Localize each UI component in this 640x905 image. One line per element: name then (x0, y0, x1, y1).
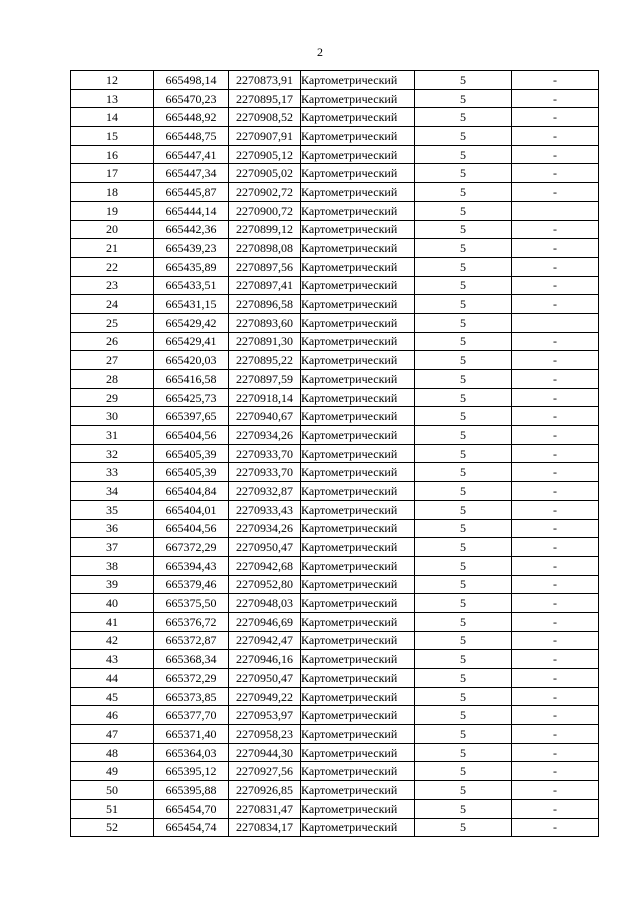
coord-y-cell: 2270902,72 (229, 183, 301, 202)
description-cell: - (512, 687, 599, 706)
table-row (71, 743, 599, 762)
description-cell: - (512, 799, 599, 818)
point-number-cell: 50 (71, 781, 154, 800)
coord-x-cell: 665433,51 (154, 276, 229, 295)
point-number-cell: 15 (71, 127, 154, 146)
table-row (71, 612, 599, 631)
coord-x-cell: 665442,36 (154, 220, 229, 239)
coord-y-cell: 2270950,47 (229, 669, 301, 688)
method-cell: Картометрический (301, 407, 415, 426)
table-row (71, 407, 599, 426)
accuracy-cell: 5 (415, 183, 512, 202)
coord-y-cell: 2270891,30 (229, 332, 301, 351)
coord-x-cell: 665373,85 (154, 687, 229, 706)
coord-y-cell: 2270940,67 (229, 407, 301, 426)
accuracy-cell: 5 (415, 257, 512, 276)
description-cell: - (512, 239, 599, 258)
coord-x-cell: 665454,70 (154, 799, 229, 818)
coord-y-cell: 2270944,30 (229, 743, 301, 762)
coord-x-cell: 665416,58 (154, 370, 229, 389)
point-number-cell: 32 (71, 444, 154, 463)
table-row (71, 89, 599, 108)
point-number-cell: 17 (71, 164, 154, 183)
accuracy-cell: 5 (415, 108, 512, 127)
method-cell: Картометрический (301, 313, 415, 332)
table-row (71, 145, 599, 164)
description-cell: - (512, 444, 599, 463)
coord-y-cell: 2270942,47 (229, 631, 301, 650)
coord-x-cell: 665394,43 (154, 556, 229, 575)
coord-y-cell: 2270897,56 (229, 257, 301, 276)
coord-x-cell: 665404,84 (154, 482, 229, 501)
method-cell: Картометрический (301, 332, 415, 351)
method-cell: Картометрический (301, 706, 415, 725)
accuracy-cell: 5 (415, 444, 512, 463)
coord-x-cell: 665498,14 (154, 71, 229, 90)
coord-y-cell: 2270934,26 (229, 426, 301, 445)
method-cell: Картометрический (301, 164, 415, 183)
point-number-cell: 47 (71, 725, 154, 744)
table-row (71, 257, 599, 276)
description-cell: - (512, 575, 599, 594)
table-row (71, 669, 599, 688)
method-cell: Картометрический (301, 762, 415, 781)
point-number-cell: 43 (71, 650, 154, 669)
accuracy-cell: 5 (415, 295, 512, 314)
method-cell: Картометрический (301, 725, 415, 744)
point-number-cell: 38 (71, 556, 154, 575)
table-row (71, 426, 599, 445)
accuracy-cell: 5 (415, 89, 512, 108)
description-cell: - (512, 594, 599, 613)
description-cell: - (512, 183, 599, 202)
coord-y-cell: 2270949,22 (229, 687, 301, 706)
method-cell: Картометрический (301, 669, 415, 688)
coord-y-cell: 2270895,17 (229, 89, 301, 108)
accuracy-cell: 5 (415, 669, 512, 688)
point-number-cell: 16 (71, 145, 154, 164)
point-number-cell: 52 (71, 818, 154, 837)
coord-y-cell: 2270958,23 (229, 725, 301, 744)
accuracy-cell: 5 (415, 725, 512, 744)
method-cell: Картометрический (301, 145, 415, 164)
method-cell: Картометрический (301, 257, 415, 276)
table-row (71, 575, 599, 594)
accuracy-cell: 5 (415, 612, 512, 631)
page-number: 2 (317, 45, 323, 59)
table-row (71, 463, 599, 482)
method-cell: Картометрический (301, 89, 415, 108)
accuracy-cell: 5 (415, 351, 512, 370)
description-cell: - (512, 650, 599, 669)
accuracy-cell: 5 (415, 500, 512, 519)
coord-x-cell: 665447,34 (154, 164, 229, 183)
coord-x-cell: 665405,39 (154, 463, 229, 482)
method-cell: Картометрический (301, 482, 415, 501)
coord-y-cell: 2270905,02 (229, 164, 301, 183)
point-number-cell: 35 (71, 500, 154, 519)
table-row (71, 799, 599, 818)
table-row (71, 164, 599, 183)
description-cell: - (512, 257, 599, 276)
table-row (71, 781, 599, 800)
method-cell: Картометрический (301, 127, 415, 146)
point-number-cell: 23 (71, 276, 154, 295)
method-cell: Картометрический (301, 631, 415, 650)
method-cell: Картометрический (301, 183, 415, 202)
description-cell (512, 313, 599, 332)
table-row (71, 276, 599, 295)
coord-x-cell: 665448,75 (154, 127, 229, 146)
table-row (71, 594, 599, 613)
coordinates-table (70, 70, 599, 837)
coord-y-cell: 2270950,47 (229, 538, 301, 557)
description-cell: - (512, 164, 599, 183)
accuracy-cell: 5 (415, 145, 512, 164)
accuracy-cell: 5 (415, 706, 512, 725)
accuracy-cell: 5 (415, 388, 512, 407)
table-row (71, 519, 599, 538)
description-cell: - (512, 762, 599, 781)
method-cell: Картометрический (301, 108, 415, 127)
accuracy-cell: 5 (415, 407, 512, 426)
coord-y-cell: 2270946,16 (229, 650, 301, 669)
accuracy-cell: 5 (415, 332, 512, 351)
coord-x-cell: 665368,34 (154, 650, 229, 669)
coord-y-cell: 2270899,12 (229, 220, 301, 239)
point-number-cell: 40 (71, 594, 154, 613)
coord-x-cell: 665372,29 (154, 669, 229, 688)
point-number-cell: 25 (71, 313, 154, 332)
description-cell: - (512, 725, 599, 744)
method-cell: Картометрический (301, 220, 415, 239)
method-cell: Картометрический (301, 276, 415, 295)
coord-y-cell: 2270933,70 (229, 444, 301, 463)
description-cell: - (512, 781, 599, 800)
table-row (71, 332, 599, 351)
point-number-cell: 12 (71, 71, 154, 90)
method-cell: Картометрический (301, 201, 415, 220)
description-cell: - (512, 463, 599, 482)
coord-x-cell: 665429,42 (154, 313, 229, 332)
table-row (71, 650, 599, 669)
coord-y-cell: 2270926,85 (229, 781, 301, 800)
coord-x-cell: 665429,41 (154, 332, 229, 351)
description-cell: - (512, 818, 599, 837)
description-cell: - (512, 388, 599, 407)
coord-x-cell: 665470,23 (154, 89, 229, 108)
accuracy-cell: 5 (415, 818, 512, 837)
description-cell: - (512, 538, 599, 557)
coord-x-cell: 665444,14 (154, 201, 229, 220)
coord-x-cell: 667372,29 (154, 538, 229, 557)
method-cell: Картометрический (301, 351, 415, 370)
accuracy-cell: 5 (415, 762, 512, 781)
table-row (71, 201, 599, 220)
point-number-cell: 37 (71, 538, 154, 557)
description-cell: - (512, 370, 599, 389)
accuracy-cell: 5 (415, 631, 512, 650)
accuracy-cell: 5 (415, 556, 512, 575)
table-row (71, 183, 599, 202)
point-number-cell: 33 (71, 463, 154, 482)
accuracy-cell: 5 (415, 276, 512, 295)
coord-x-cell: 665447,41 (154, 145, 229, 164)
coord-x-cell: 665379,46 (154, 575, 229, 594)
point-number-cell: 34 (71, 482, 154, 501)
description-cell: - (512, 220, 599, 239)
point-number-cell: 28 (71, 370, 154, 389)
accuracy-cell: 5 (415, 519, 512, 538)
point-number-cell: 31 (71, 426, 154, 445)
accuracy-cell: 5 (415, 482, 512, 501)
method-cell: Картометрический (301, 687, 415, 706)
method-cell: Картометрический (301, 799, 415, 818)
coord-y-cell: 2270948,03 (229, 594, 301, 613)
accuracy-cell: 5 (415, 71, 512, 90)
point-number-cell: 49 (71, 762, 154, 781)
coord-x-cell: 665439,23 (154, 239, 229, 258)
accuracy-cell: 5 (415, 743, 512, 762)
coord-x-cell: 665395,12 (154, 762, 229, 781)
coord-x-cell: 665404,56 (154, 519, 229, 538)
coord-x-cell: 665448,92 (154, 108, 229, 127)
method-cell: Картометрический (301, 556, 415, 575)
accuracy-cell: 5 (415, 799, 512, 818)
coord-y-cell: 2270933,70 (229, 463, 301, 482)
method-cell: Картометрический (301, 463, 415, 482)
coord-y-cell: 2270952,80 (229, 575, 301, 594)
table-row (71, 444, 599, 463)
table-row (71, 538, 599, 557)
accuracy-cell: 5 (415, 781, 512, 800)
coord-y-cell: 2270927,56 (229, 762, 301, 781)
coord-y-cell: 2270896,58 (229, 295, 301, 314)
method-cell: Картометрический (301, 743, 415, 762)
accuracy-cell: 5 (415, 201, 512, 220)
method-cell: Картометрический (301, 781, 415, 800)
description-cell: - (512, 276, 599, 295)
point-number-cell: 27 (71, 351, 154, 370)
method-cell: Картометрический (301, 370, 415, 389)
coord-x-cell: 665454,74 (154, 818, 229, 837)
coord-y-cell: 2270932,87 (229, 482, 301, 501)
coord-x-cell: 665404,56 (154, 426, 229, 445)
table-row (71, 556, 599, 575)
coord-x-cell: 665445,87 (154, 183, 229, 202)
table-row (71, 220, 599, 239)
table-row (71, 108, 599, 127)
coord-y-cell: 2270908,52 (229, 108, 301, 127)
point-number-cell: 44 (71, 669, 154, 688)
accuracy-cell: 5 (415, 313, 512, 332)
point-number-cell: 45 (71, 687, 154, 706)
coord-y-cell: 2270897,41 (229, 276, 301, 295)
method-cell: Картометрический (301, 575, 415, 594)
coord-y-cell: 2270946,69 (229, 612, 301, 631)
point-number-cell: 29 (71, 388, 154, 407)
table-row (71, 370, 599, 389)
description-cell: - (512, 426, 599, 445)
description-cell: - (512, 556, 599, 575)
coord-y-cell: 2270873,91 (229, 71, 301, 90)
table-row (71, 482, 599, 501)
coord-y-cell: 2270834,17 (229, 818, 301, 837)
table-row (71, 725, 599, 744)
coord-x-cell: 665420,03 (154, 351, 229, 370)
method-cell: Картометрический (301, 519, 415, 538)
coord-y-cell: 2270900,72 (229, 201, 301, 220)
table-row (71, 351, 599, 370)
coord-x-cell: 665377,70 (154, 706, 229, 725)
coord-x-cell: 665395,88 (154, 781, 229, 800)
coord-y-cell: 2270893,60 (229, 313, 301, 332)
table-row (71, 500, 599, 519)
description-cell: - (512, 743, 599, 762)
accuracy-cell: 5 (415, 220, 512, 239)
method-cell: Картометрический (301, 239, 415, 258)
accuracy-cell: 5 (415, 370, 512, 389)
point-number-cell: 36 (71, 519, 154, 538)
coord-x-cell: 665364,03 (154, 743, 229, 762)
description-cell: - (512, 519, 599, 538)
accuracy-cell: 5 (415, 127, 512, 146)
coord-x-cell: 665397,65 (154, 407, 229, 426)
coord-x-cell: 665404,01 (154, 500, 229, 519)
coord-y-cell: 2270933,43 (229, 500, 301, 519)
coord-x-cell: 665431,15 (154, 295, 229, 314)
coord-y-cell: 2270897,59 (229, 370, 301, 389)
description-cell (512, 201, 599, 220)
coord-y-cell: 2270898,08 (229, 239, 301, 258)
coord-x-cell: 665372,87 (154, 631, 229, 650)
table-row (71, 762, 599, 781)
point-number-cell: 20 (71, 220, 154, 239)
point-number-cell: 18 (71, 183, 154, 202)
description-cell: - (512, 500, 599, 519)
accuracy-cell: 5 (415, 164, 512, 183)
coord-y-cell: 2270953,97 (229, 706, 301, 725)
method-cell: Картометрический (301, 71, 415, 90)
table-row (71, 313, 599, 332)
point-number-cell: 51 (71, 799, 154, 818)
description-cell: - (512, 108, 599, 127)
table-row (71, 295, 599, 314)
method-cell: Картометрический (301, 594, 415, 613)
method-cell: Картометрический (301, 538, 415, 557)
description-cell: - (512, 127, 599, 146)
table-row (71, 239, 599, 258)
description-cell: - (512, 71, 599, 90)
point-number-cell: 39 (71, 575, 154, 594)
coordinates-table-body (71, 71, 599, 837)
table-row (71, 71, 599, 90)
table-row (71, 706, 599, 725)
coord-y-cell: 2270831,47 (229, 799, 301, 818)
coord-x-cell: 665371,40 (154, 725, 229, 744)
description-cell: - (512, 631, 599, 650)
coord-y-cell: 2270934,26 (229, 519, 301, 538)
coord-y-cell: 2270918,14 (229, 388, 301, 407)
method-cell: Картометрический (301, 612, 415, 631)
method-cell: Картометрический (301, 426, 415, 445)
accuracy-cell: 5 (415, 426, 512, 445)
table-row (71, 687, 599, 706)
description-cell: - (512, 482, 599, 501)
accuracy-cell: 5 (415, 538, 512, 557)
method-cell: Картометрический (301, 650, 415, 669)
coord-x-cell: 665376,72 (154, 612, 229, 631)
point-number-cell: 13 (71, 89, 154, 108)
table-row (71, 127, 599, 146)
coord-x-cell: 665375,50 (154, 594, 229, 613)
table-row (71, 388, 599, 407)
description-cell: - (512, 669, 599, 688)
point-number-cell: 22 (71, 257, 154, 276)
coord-y-cell: 2270905,12 (229, 145, 301, 164)
point-number-cell: 19 (71, 201, 154, 220)
description-cell: - (512, 351, 599, 370)
accuracy-cell: 5 (415, 594, 512, 613)
accuracy-cell: 5 (415, 687, 512, 706)
method-cell: Картометрический (301, 295, 415, 314)
description-cell: - (512, 612, 599, 631)
description-cell: - (512, 145, 599, 164)
point-number-cell: 26 (71, 332, 154, 351)
accuracy-cell: 5 (415, 650, 512, 669)
description-cell: - (512, 89, 599, 108)
point-number-cell: 14 (71, 108, 154, 127)
point-number-cell: 48 (71, 743, 154, 762)
description-cell: - (512, 706, 599, 725)
method-cell: Картометрический (301, 388, 415, 407)
method-cell: Картометрический (301, 444, 415, 463)
point-number-cell: 24 (71, 295, 154, 314)
method-cell: Картометрический (301, 500, 415, 519)
coord-x-cell: 665435,89 (154, 257, 229, 276)
point-number-cell: 30 (71, 407, 154, 426)
description-cell: - (512, 295, 599, 314)
accuracy-cell: 5 (415, 463, 512, 482)
table-row (71, 631, 599, 650)
coord-y-cell: 2270895,22 (229, 351, 301, 370)
point-number-cell: 46 (71, 706, 154, 725)
point-number-cell: 41 (71, 612, 154, 631)
accuracy-cell: 5 (415, 239, 512, 258)
accuracy-cell: 5 (415, 575, 512, 594)
description-cell: - (512, 332, 599, 351)
coord-y-cell: 2270907,91 (229, 127, 301, 146)
coord-y-cell: 2270942,68 (229, 556, 301, 575)
method-cell: Картометрический (301, 818, 415, 837)
coord-x-cell: 665405,39 (154, 444, 229, 463)
coord-x-cell: 665425,73 (154, 388, 229, 407)
description-cell: - (512, 407, 599, 426)
table-row (71, 818, 599, 837)
point-number-cell: 42 (71, 631, 154, 650)
point-number-cell: 21 (71, 239, 154, 258)
